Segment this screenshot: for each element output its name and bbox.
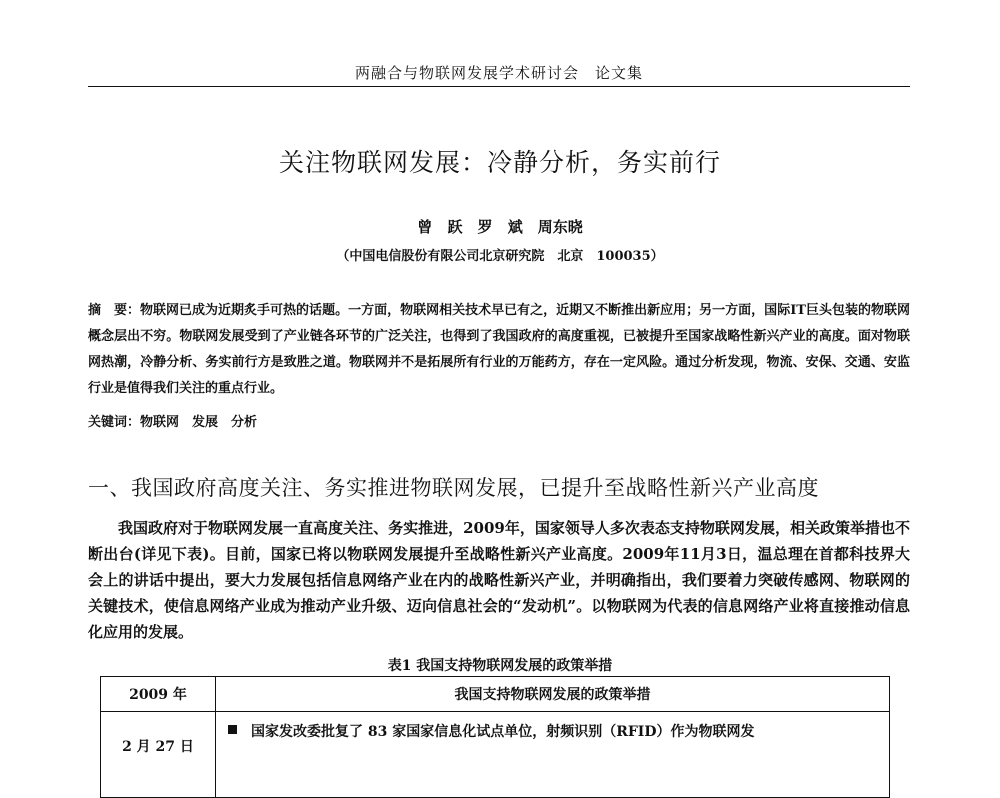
keywords-label: 关键词：	[88, 415, 141, 430]
keywords	[88, 411, 910, 430]
table-caption: 表1 我国支持物联网发展的政策举措	[387, 658, 613, 674]
abstract-text: 物联网已成为近期炙手可热的话题。一方面，物联网相关技术早已有之，近期又不断推出新应用；另一方面，国际IT巨头包装的物联网概念层出不穷。物联网发展受到了产业链各环节的广泛关注，也得到了我国政府的高度重视，已被提升至国家战略性新兴产业的高度。面对物联网热潮，冷静分析、务实前行方是致胜之道。物联网并不是拓展所有行业的万能药方，存在一定风险。通过分析发现，物流、安保、交通、安监行业是值得我们关注的重点行业。	[88, 303, 910, 396]
table-header-year: 2009 年	[101, 677, 216, 712]
table-header-measures: 我国支持物联网发展的政策举措	[216, 677, 890, 712]
section-heading: 一、我国政府高度关注、务实推进物联网发展，已提升至战略性新兴产业高度	[88, 476, 819, 500]
authors: 曾 跃 罗 斌 周东晓	[417, 218, 583, 236]
paper-title: 关注物联网发展：冷静分析，务实前行	[278, 148, 721, 177]
section-body	[88, 515, 910, 645]
body-paragraph: 我国政府对于物联网发展一直高度关注、务实推进，2009年，国家领导人多次表态支持物联网发展，相关政策举措也不断出台(详见下表)。目前，国家已将以物联网发展提升至战略性新兴产业高度。2009年11月3日，温总理在首都科技界大会上的讲话中提出，要大力发展包括信息网络产业在内的战略性新兴产业，并明确指出，我们要着力突破传感网、物联网的关键技术，使信息网络产业成为推动产业升级、迈向信息社会的“发动机”。以物联网为代表的信息网络产业将直接推动信息化应用的发展。	[88, 519, 910, 641]
affiliation: （中国电信股份有限公司北京研究院 北京 100035）	[336, 249, 664, 264]
measure-text: 国家发改委批复了 83 家国家信息化试点单位，射频识别（RFID）作为物联网发	[251, 724, 755, 740]
table-header-row	[101, 677, 890, 712]
table-cell-date: 2 月 27 日	[101, 712, 216, 798]
abstract	[88, 298, 910, 402]
running-header: 两融合与物联网发展学术研讨会 论文集	[88, 62, 910, 87]
table-row	[101, 712, 890, 798]
abstract-label: 摘 要：	[88, 303, 141, 318]
policy-table	[100, 676, 890, 798]
square-bullet-icon	[228, 725, 237, 734]
table-cell-measure	[216, 712, 890, 798]
keywords-text: 物联网 发展 分析	[140, 415, 258, 430]
